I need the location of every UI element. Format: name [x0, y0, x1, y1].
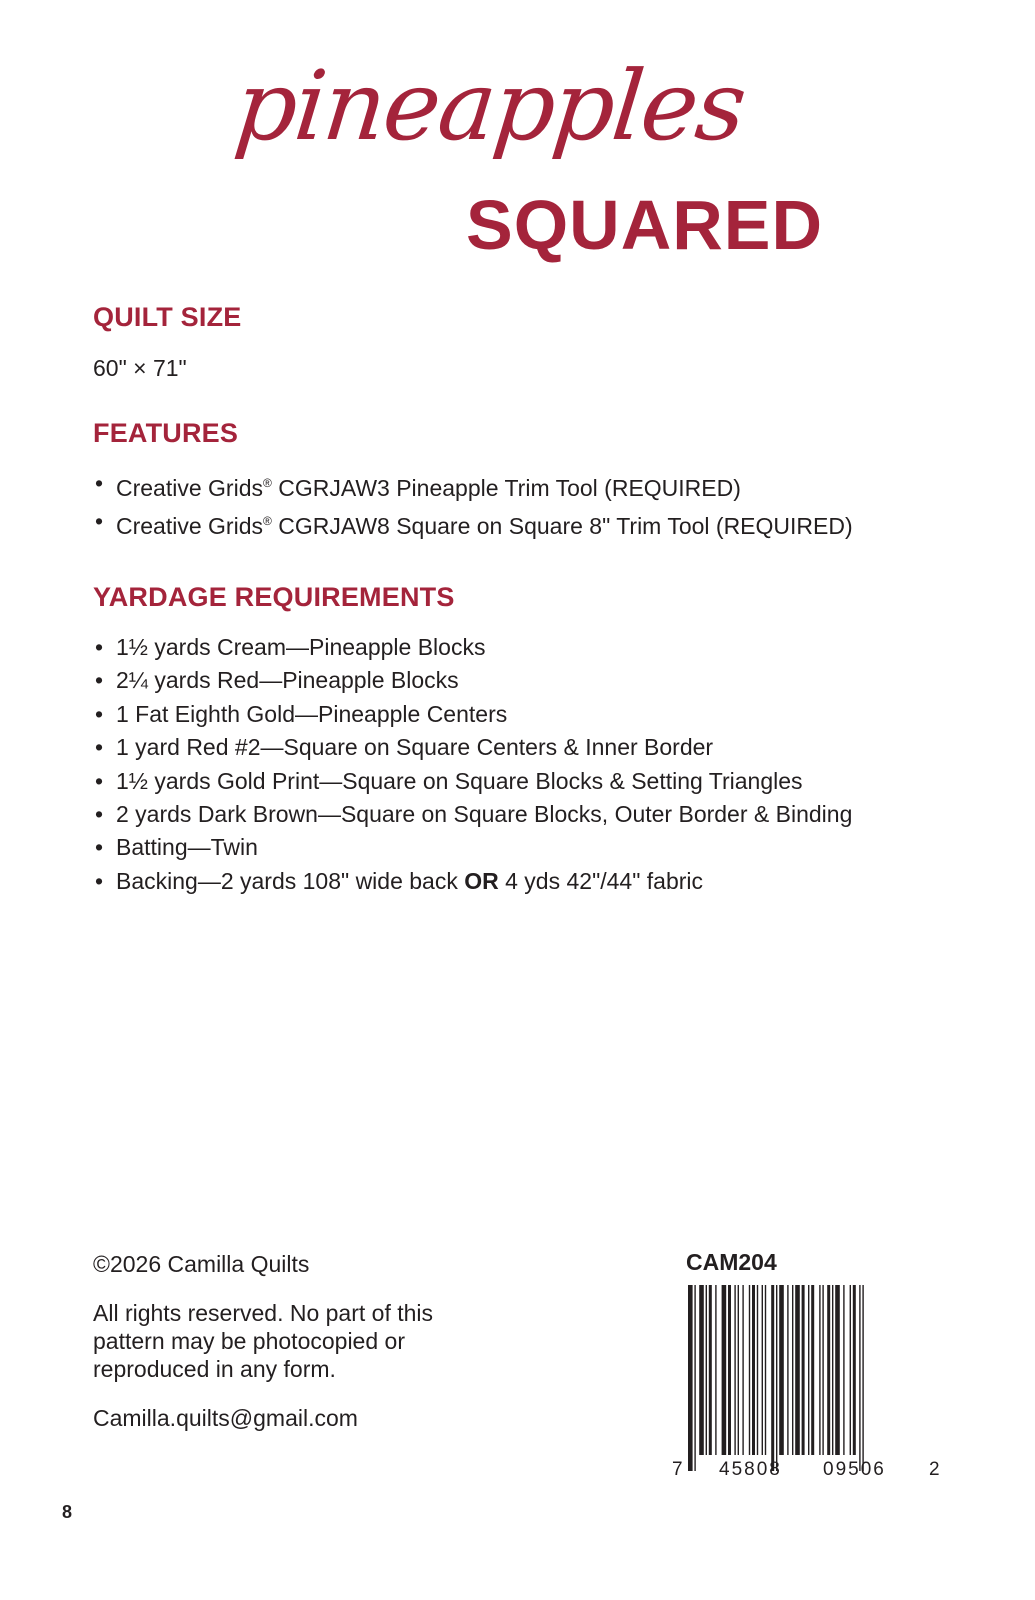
barcode-bar: [779, 1285, 784, 1455]
barcode-bar: [715, 1285, 716, 1455]
barcode-bar: [811, 1285, 814, 1455]
quilt-size-value: 60" × 71": [93, 355, 187, 381]
yardage-item: • 2¼ yards Red—Pineapple Blocks: [93, 664, 852, 697]
barcode-bar: [850, 1285, 851, 1455]
barcode-bar: [765, 1285, 766, 1455]
barcode-bar: [776, 1285, 777, 1471]
features-heading: FEATURES: [93, 418, 239, 448]
barcode-bar: [819, 1285, 820, 1455]
barcode-bar: [859, 1285, 860, 1471]
barcode-graphic: [672, 1283, 942, 1483]
rights-line: reproduced in any form.: [93, 1356, 336, 1382]
barcode-bar: [762, 1285, 763, 1455]
barcode-bar: [802, 1285, 805, 1455]
rights-line: pattern may be photocopied or: [93, 1328, 405, 1354]
barcode: [672, 1283, 942, 1483]
barcode-bar: [722, 1285, 727, 1455]
features-list: [93, 467, 853, 544]
yardage-item: • Batting—Twin: [93, 831, 852, 864]
barcode-bar: [835, 1285, 840, 1455]
barcode-bar: [853, 1285, 856, 1455]
feature-item: • Creative Grids® CGRJAW8 Square on Square 8" Trim Tool (REQUIRED): [93, 505, 853, 543]
barcode-bar: [709, 1285, 712, 1455]
rights-line: All rights reserved. No part of this: [93, 1300, 434, 1326]
yardage-item: • 1½ yards Gold Print—Square on Square Blocks & Setting Triangles: [93, 765, 852, 798]
barcode-bar: [699, 1285, 704, 1455]
barcode-bar: [694, 1285, 695, 1471]
barcode-bar: [832, 1285, 833, 1455]
barcode-digits-left: 45808: [719, 1459, 782, 1480]
barcode-bar: [757, 1285, 758, 1455]
barcode-bar: [843, 1285, 844, 1455]
barcode-bar: [728, 1285, 731, 1455]
barcode-digits-right: 09506: [823, 1459, 886, 1480]
barcode-bar: [795, 1285, 800, 1455]
barcode-bar: [787, 1285, 788, 1455]
barcode-bar: [738, 1285, 739, 1455]
barcode-bar: [706, 1285, 707, 1455]
barcode-bar: [862, 1285, 863, 1471]
yardage-list: [93, 631, 852, 898]
barcode-digit-first: 7: [672, 1459, 683, 1480]
copyright: ©2026 Camilla Quilts: [93, 1251, 310, 1277]
feature-item: • Creative Grids® CGRJAW3 Pineapple Trim Tool (REQUIRED): [93, 467, 853, 505]
title-script: pineapples: [230, 50, 750, 162]
barcode-bar: [792, 1285, 793, 1455]
yardage-heading: YARDAGE REQUIREMENTS: [93, 582, 455, 612]
barcode-digit-check: 2: [929, 1459, 940, 1480]
barcode-bar: [749, 1285, 750, 1455]
yardage-item-backing: • Backing—2 yards 108" wide back OR 4 yds 42"/44" fabric: [93, 865, 852, 898]
barcode-bar: [808, 1285, 809, 1455]
barcode-bar: [752, 1285, 755, 1455]
title-caps: SQUARED: [466, 186, 824, 264]
barcode-bar: [771, 1285, 774, 1471]
barcode-bar: [742, 1285, 743, 1455]
yardage-item: • 1 yard Red #2—Square on Square Centers & Inner Border: [93, 731, 852, 764]
product-sku: CAM204: [686, 1249, 777, 1275]
contact-email: Camilla.quilts@gmail.com: [93, 1405, 358, 1431]
yardage-item: • 2 yards Dark Brown—Square on Square Blocks, Outer Border & Binding: [93, 798, 852, 831]
page-number: 8: [62, 1502, 73, 1522]
barcode-bar: [688, 1285, 693, 1471]
barcode-bar: [827, 1285, 830, 1455]
yardage-item: • 1½ yards Cream—Pineapple Blocks: [93, 631, 852, 664]
rights-notice: [93, 1299, 433, 1383]
quilt-size-heading: QUILT SIZE: [93, 302, 242, 332]
yardage-item: • 1 Fat Eighth Gold—Pineapple Centers: [93, 698, 852, 731]
barcode-bar: [734, 1285, 735, 1455]
barcode-bar: [822, 1285, 823, 1455]
